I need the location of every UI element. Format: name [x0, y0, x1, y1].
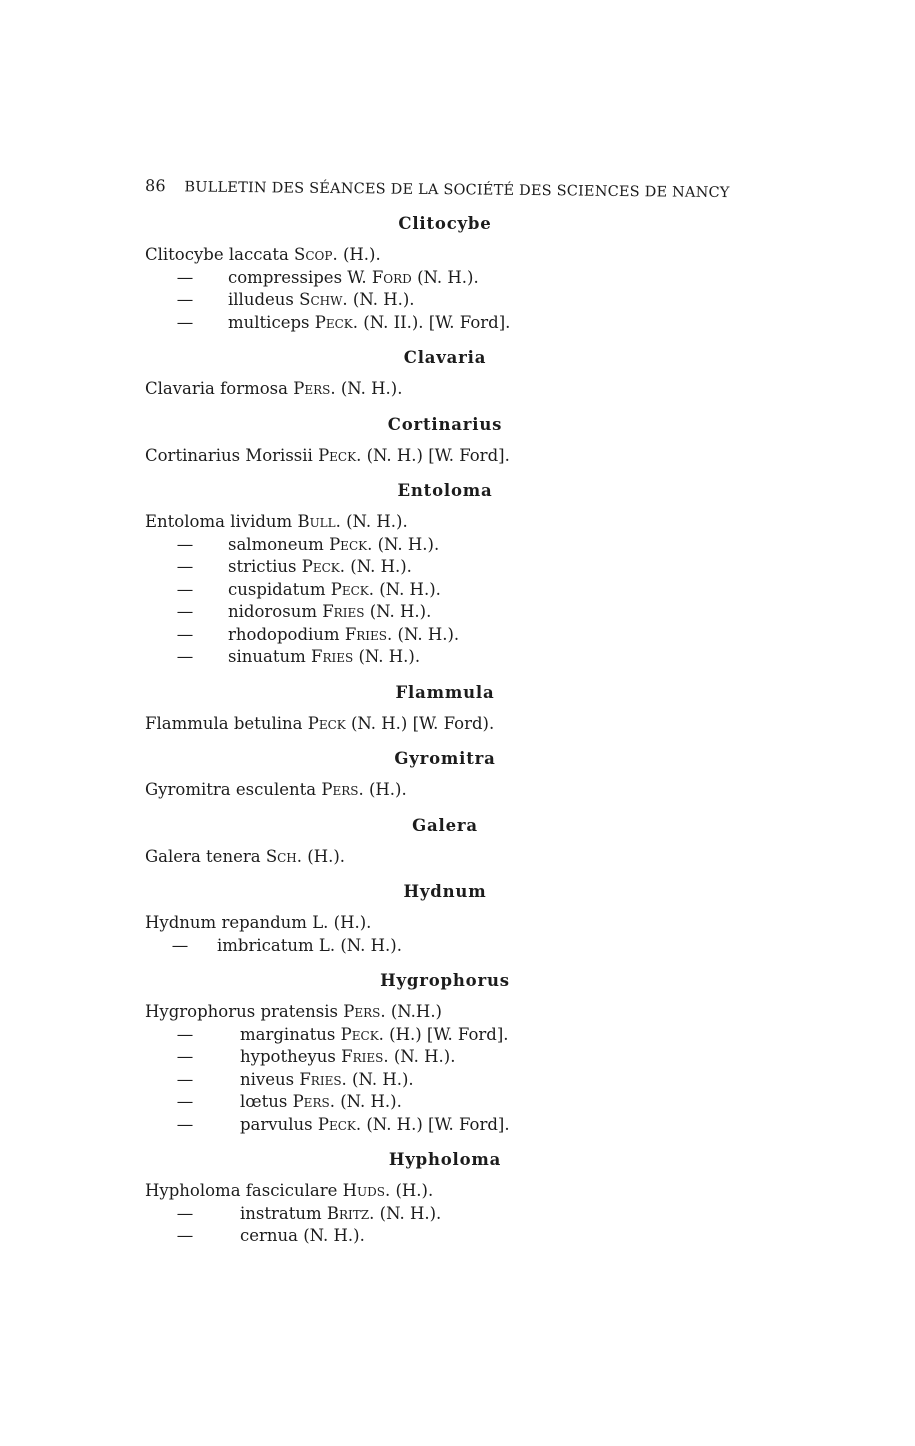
species-entry [145, 779, 625, 802]
ditto-dash: — [176, 312, 194, 332]
journal-title: BULLETIN DES SÉANCES DE LA SOCIÉTÉ DES SCIENCES DE NANCY [184, 179, 730, 202]
species-epithet: Morissii [245, 445, 313, 465]
author-citation: Peck. [317, 1114, 362, 1134]
locality-reference: (H.). [342, 245, 381, 264]
genus-heading: Clitocybe [398, 214, 492, 233]
author-citation: Peck. [329, 534, 373, 554]
species-entry [145, 579, 625, 602]
species-entry [145, 1114, 625, 1137]
running-head [144, 176, 730, 202]
species-epithet: niveus [240, 1069, 295, 1089]
ditto-dash: — [176, 1092, 194, 1111]
locality-reference: (N. H.) [W. Ford]. [366, 445, 510, 465]
locality-reference: (N.H.) [390, 1002, 442, 1021]
species-entry [145, 378, 625, 401]
locality-reference: (N. H.). [340, 935, 402, 955]
locality-reference: (N. H.). [369, 602, 432, 621]
ditto-dash: — [176, 1047, 194, 1066]
species-entry [145, 1180, 625, 1203]
species-entry [145, 1046, 625, 1069]
species-epithet: imbricatum [217, 935, 314, 955]
genus-name: Gyromitra [145, 780, 231, 799]
locality-reference: (N. H.). [377, 534, 440, 554]
genus-heading: Flammula [395, 682, 495, 702]
species-epithet: repandum [221, 913, 307, 932]
author-citation: Huds. [342, 1181, 391, 1200]
species-entry [145, 1091, 625, 1114]
genus-section [145, 683, 625, 736]
species-entry [145, 289, 625, 312]
ditto-dash: — [176, 534, 194, 554]
species-epithet: strictius [228, 557, 297, 576]
locality-reference: (H.) [W. Ford]. [389, 1024, 509, 1044]
ditto-dash: — [176, 1024, 194, 1044]
species-entry [145, 1069, 625, 1092]
locality-reference: (N. H.). [340, 1092, 402, 1111]
ditto-dash: — [176, 647, 194, 666]
species-epithet: pratensis [260, 1002, 338, 1021]
locality-reference: (N. II.). [W. Ford]. [363, 312, 511, 332]
genus-name: Hygrophorus [145, 1002, 256, 1021]
author-citation: Bull. [297, 512, 341, 531]
species-entry [145, 534, 625, 557]
species-epithet: marginatus [240, 1024, 336, 1044]
genus-name: Cortinarius [145, 445, 241, 465]
locality-reference: (H.). [307, 846, 346, 866]
species-epithet: compressipes [228, 267, 343, 287]
author-citation: Fries [311, 647, 354, 666]
author-citation: Peck. [301, 557, 346, 576]
species-epithet: lividum [230, 512, 293, 531]
species-epithet: formosa [220, 379, 288, 398]
species-epithet: hypotheyus [240, 1047, 336, 1066]
ditto-dash: — [171, 935, 189, 955]
genus-name: Hypholoma [145, 1181, 241, 1200]
species-entry [145, 445, 625, 468]
genus-section [145, 816, 625, 869]
author-citation: Fries [322, 602, 365, 621]
species-entry [145, 267, 625, 290]
species-epithet: nidorosum [228, 602, 317, 621]
species-entry [145, 511, 625, 534]
genus-name: Clitocybe [145, 245, 224, 264]
author-citation: Fries. [344, 624, 393, 644]
species-epithet: lœtus [240, 1092, 288, 1111]
ditto-dash: — [176, 267, 194, 287]
species-entry [145, 244, 625, 267]
genus-heading: Gyromitra [394, 749, 496, 768]
author-citation: Peck. [314, 312, 359, 332]
species-epithet: multiceps [228, 312, 310, 332]
genus-section [145, 971, 625, 1136]
ditto-dash: — [176, 1114, 194, 1134]
locality-reference: (N. H.). [352, 1069, 414, 1089]
author-citation: Peck. [340, 1024, 384, 1044]
genus-heading: Hypholoma [388, 1150, 502, 1169]
genus-section [145, 882, 625, 957]
author-citation: W. Ford [347, 267, 412, 287]
species-entry [145, 1225, 625, 1248]
author-citation: Peck. [318, 445, 362, 465]
genus-name: Galera [145, 846, 201, 866]
species-epithet: esculenta [235, 780, 317, 799]
locality-reference: (N. H.). [397, 624, 460, 644]
author-citation: L. [318, 935, 336, 955]
genus-section [145, 481, 625, 669]
species-list [145, 214, 625, 1262]
author-citation: Fries. [341, 1047, 389, 1066]
species-entry [145, 912, 625, 935]
ditto-dash: — [176, 1203, 194, 1223]
locality-reference: (N. H.). [417, 267, 479, 287]
author-citation: Pers. [293, 379, 336, 398]
author-citation: Scop. [294, 245, 338, 264]
locality-reference: (N. H.). [340, 379, 403, 398]
species-epithet: laccata [228, 245, 289, 264]
genus-heading: Hydnum [403, 882, 487, 901]
author-citation: Peck. [330, 579, 374, 599]
locality-reference: (N. H.). [379, 1203, 442, 1223]
species-epithet: cuspidatum [228, 579, 326, 599]
genus-heading: Clavaria [403, 348, 487, 367]
species-epithet: tenera [206, 846, 261, 866]
ditto-dash: — [176, 579, 194, 599]
species-epithet: fasciculare [245, 1181, 338, 1200]
ditto-dash: — [176, 624, 194, 644]
author-citation: Sch. [265, 846, 303, 866]
author-citation: L. [312, 913, 329, 932]
author-citation: Pers. [292, 1092, 335, 1111]
author-citation: Schw. [299, 290, 348, 309]
species-epithet: cernua [240, 1226, 298, 1245]
author-citation: Pers. [343, 1002, 386, 1021]
species-entry [145, 935, 625, 958]
species-entry [145, 312, 625, 335]
genus-heading: Galera [412, 815, 478, 835]
genus-section [145, 415, 625, 468]
locality-reference: (N. H.). [393, 1047, 456, 1066]
ditto-dash: — [176, 557, 194, 576]
species-epithet: illudeus [228, 290, 294, 309]
species-entry [145, 1001, 625, 1024]
species-epithet: sinuatum [228, 647, 306, 666]
genus-name: Entoloma [145, 512, 225, 531]
species-entry [145, 846, 625, 869]
species-epithet: instratum [240, 1203, 322, 1223]
species-epithet: salmoneum [228, 534, 324, 554]
locality-reference: (N. H.). [303, 1226, 365, 1245]
author-citation: Pers. [321, 780, 364, 799]
genus-section [145, 348, 625, 401]
author-citation: Fries. [299, 1069, 347, 1089]
ditto-dash: — [176, 290, 194, 309]
locality-reference: (N. H.). [350, 557, 412, 576]
genus-section [145, 1150, 625, 1248]
author-citation: Peck [307, 713, 346, 733]
locality-reference: (N. H.). [358, 647, 421, 666]
ditto-dash: — [176, 1226, 194, 1245]
page-number: 86 [144, 176, 166, 196]
genus-section [145, 749, 625, 802]
genus-heading: Cortinarius [387, 414, 503, 434]
species-entry [145, 646, 625, 669]
genus-heading: Entoloma [397, 481, 493, 500]
species-entry [145, 1203, 625, 1226]
author-citation: Britz. [326, 1203, 375, 1223]
genus-heading: Hygrophorus [380, 971, 510, 990]
locality-reference: (N. H.). [379, 579, 441, 599]
genus-name: Flammula [145, 713, 229, 733]
locality-reference: (H.). [333, 913, 372, 932]
locality-reference: (N. H.) [W. Ford]. [366, 1114, 510, 1134]
genus-section [145, 214, 625, 334]
locality-reference: (H.). [395, 1181, 434, 1200]
species-epithet: parvulus [240, 1114, 313, 1134]
species-epithet: rhodopodium [228, 624, 340, 644]
species-entry [145, 601, 625, 624]
locality-reference: (N. H.). [346, 512, 408, 531]
genus-name: Clavaria [145, 379, 215, 398]
species-entry [145, 1024, 625, 1047]
locality-reference: (H.). [368, 780, 407, 799]
genus-name: Hydnum [145, 913, 217, 932]
ditto-dash: — [176, 1069, 194, 1089]
locality-reference: (N. H.). [352, 290, 415, 309]
species-entry [145, 624, 625, 647]
species-epithet: betulina [233, 713, 303, 733]
species-entry [145, 713, 625, 736]
species-entry [145, 556, 625, 579]
locality-reference: (N. H.) [W. Ford). [350, 713, 495, 733]
ditto-dash: — [176, 602, 194, 621]
